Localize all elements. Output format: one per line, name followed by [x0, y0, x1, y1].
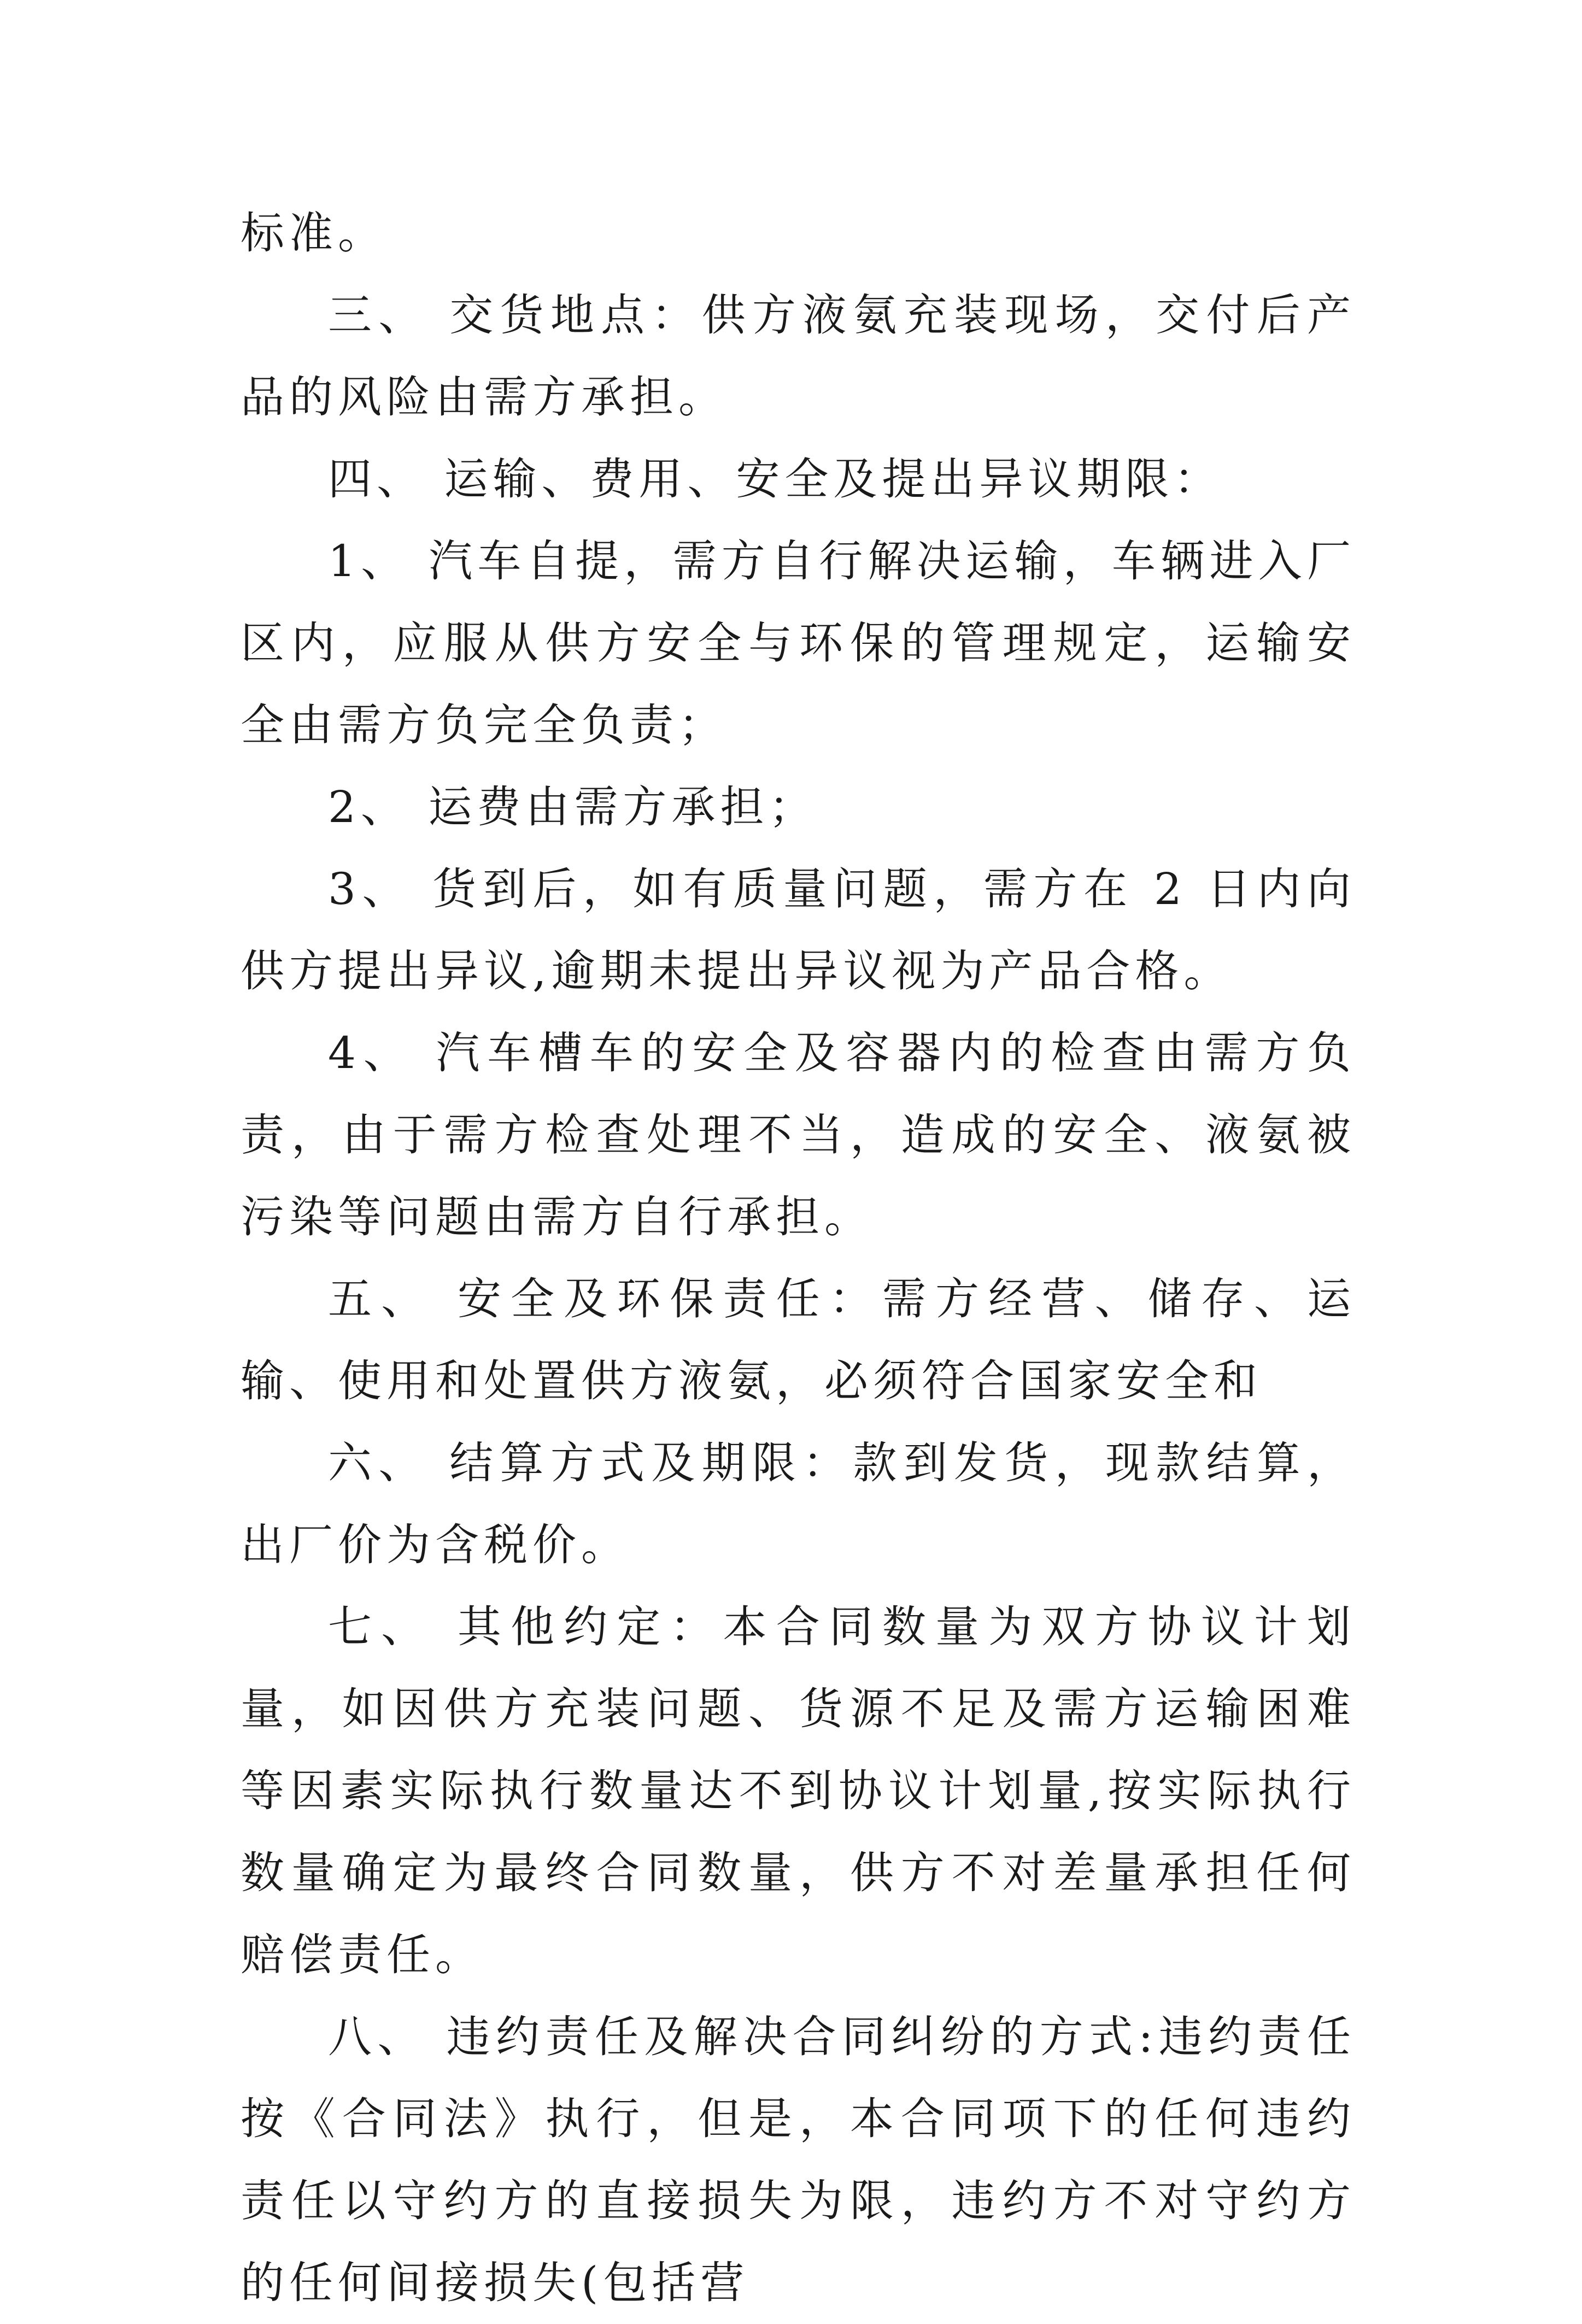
paragraph-quality-objection: 3、 货到后，如有质量问题，需方在 2 日内向供方提出异议,逾期未提出异议视为产品合格。 [241, 864, 1356, 996]
paragraph-other-agreements: 七、 其他约定：本合同数量为双方协议计划量，如因供方充装问题、货源不足及需方运输困难等因素实际执行数量达不到协议计划量,按实际执行数量确定为最终合同数量，供方不对差量承担任何赔偿责任。 [241, 1601, 1356, 1980]
paragraph-freight: 2、 运费由需方承担； [328, 782, 818, 832]
paragraph-tanker-safety: 4、 汽车槽车的安全及容器内的检查由需方负责，由于需方检查处理不当，造成的安全、液氨被污染等问题由需方自行承担。 [241, 1028, 1356, 1242]
paragraph-standard-end: 标准。 [241, 208, 386, 259]
paragraph-self-pickup: 1、 汽车自提，需方自行解决运输，车辆进入厂区内，应服从供方安全与环保的管理规定，运输安全由需方负完全负责； [241, 536, 1356, 750]
paragraph-delivery-location: 三、 交货地点：供方液氨充装现场，交付后产品的风险由需方承担。 [241, 290, 1356, 422]
paragraph-transport-heading: 四、 运输、费用、安全及提出异议期限： [328, 454, 1223, 504]
paragraph-breach-liability: 八、 违约责任及解决合同纠纷的方式:违约责任按《合同法》执行，但是，本合同项下的任何违约责任以守约方的直接损失为限，违约方不对守约方的任何间接损失(包括营 [241, 2011, 1356, 2308]
paragraph-settlement: 六、 结算方式及期限：款到发货，现款结算，出厂价为含税价。 [241, 1437, 1356, 1570]
document-body [241, 192, 1356, 2324]
paragraph-safety-environment: 五、 安全及环保责任：需方经营、储存、运输、使用和处置供方液氨，必须符合国家安全和 [241, 1273, 1356, 1406]
